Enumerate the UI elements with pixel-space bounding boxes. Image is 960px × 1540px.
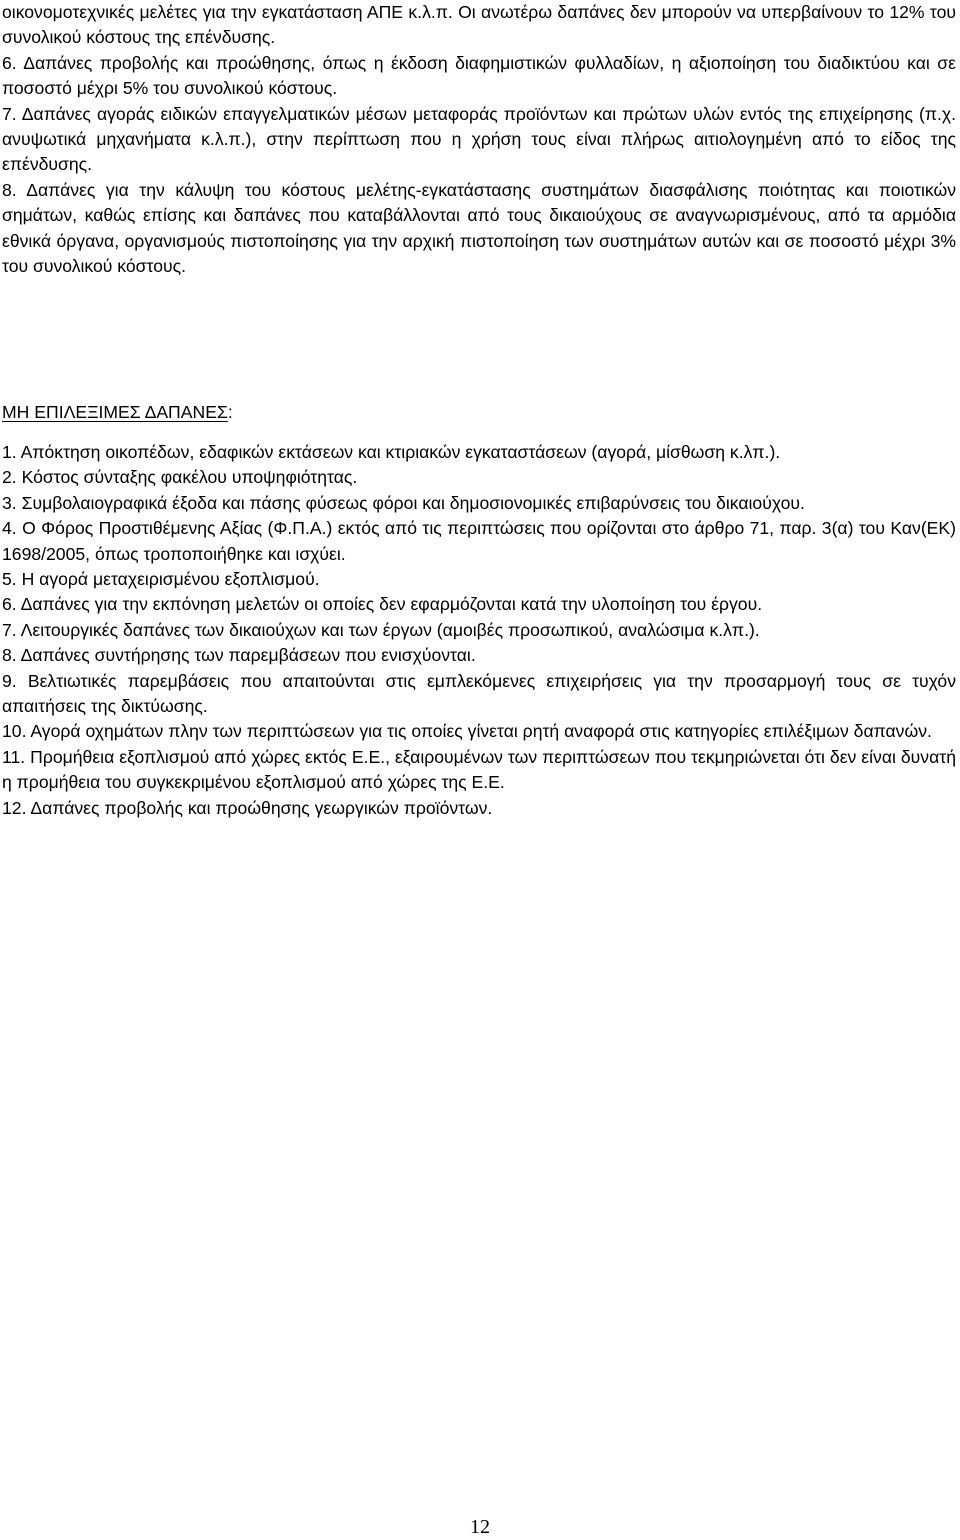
list-item — [2, 516, 956, 567]
item-text: Δαπάνες για την κάλυψη του κόστους μελέτης-εγκατάστασης συστημάτων διασφάλισης ποιότητας και ποιοτικών σημάτων, καθώς επίσης και δαπάνες που καταβάλλονται από τους δικαιούχους σε αναγνωρισμένους, από τα αρμόδια εθνικά όργανα, οργανισμούς πιστοποίησης για την αρχική πιστοποίηση των συστημάτων αυτών και σε ποσοστό μέχρι 3% του συνολικού κόστους. — [2, 179, 957, 277]
item-text: Η αγορά μεταχειρισμένου εξοπλισμού. — [21, 569, 320, 590]
item-number: 8. — [2, 645, 17, 666]
eligible-item-6 — [2, 51, 956, 102]
item-number: 8. — [2, 179, 17, 200]
item-text: Δαπάνες συντήρησης των παρεμβάσεων που ενισχύονται. — [20, 645, 476, 666]
paragraph-text: οικονομοτεχνικές μελέτες για την εγκατάσταση ΑΠΕ κ.λ.π. Οι ανωτέρω δαπάνες δεν μπορούν να υπερβαίνουν το 12% του συνολικού κόστους της επένδυσης. — [2, 2, 956, 48]
page-number: 12 — [470, 1516, 490, 1538]
item-number: 6. — [2, 594, 17, 615]
list-item — [2, 719, 956, 744]
item-number: 1. — [2, 442, 17, 462]
item-text: Συμβολαιογραφικά έξοδα και πάσης φύσεως φόροι και δημοσιονομικές επιβαρύνσεις του δικαιούχου. — [21, 492, 805, 513]
item-number: 9. — [2, 670, 17, 691]
list-item — [2, 669, 956, 720]
item-number: 7. — [2, 619, 17, 640]
ineligible-costs-heading-block — [2, 400, 956, 425]
item-number: 7. — [2, 103, 17, 124]
item-text: Προμήθεια εξοπλισμού από χώρες εκτός Ε.Ε., εξαιρουμένων των περιπτώσεων που τεκμηριώνεται ότι δεν είναι δυνατή η προμήθεια του συγκεκριμένου εξοπλισμού από χώρες της Ε.Ε. — [2, 746, 957, 793]
eligible-costs-continuation — [2, 0, 956, 279]
item-number: 6. — [2, 52, 17, 73]
list-item — [2, 796, 956, 821]
item-text: Αγορά οχημάτων πλην των περιπτώσεων για τις οποίες γίνεται ρητή αναφορά στις κατηγορίες επιλέξιμων δαπανών. — [30, 721, 932, 742]
item-text: Δαπάνες προβολής και προώθησης γεωργικών προϊόντων. — [30, 797, 493, 818]
list-item — [2, 618, 956, 643]
list-item — [2, 745, 956, 796]
heading-title: ΜΗ ΕΠΙΛΕΞΙΜΕΣ ΔΑΠΑΝΕΣ — [2, 402, 228, 422]
ineligible-costs-list — [2, 440, 956, 821]
item-text: Δαπάνες προβολής και προώθησης, όπως η έκδοση διαφημιστικών φυλλαδίων, η αξιοποίηση του διαδικτύου και σε ποσοστό μέχρι 5% του συνολικού κόστους. — [2, 52, 956, 99]
item-text: Απόκτηση οικοπέδων, εδαφικών εκτάσεων και κτιριακών εγκαταστάσεων (αγορά, μίσθωση κ.λπ.). — [20, 442, 781, 462]
item-text: Δαπάνες αγοράς ειδικών επαγγελματικών μέσων μεταφοράς προϊόντων και πρώτων υλών εντός της επιχείρησης (π.χ. ανυψωτικά μηχανήματα κ.λ.π.), στην περίπτωση που η χρήση τους είναι πλήρως αιτιολογημένη από το είδος της επένδυσης. — [2, 103, 957, 175]
item-number: 11. — [2, 746, 26, 767]
heading-suffix: : — [227, 402, 233, 422]
list-item — [2, 440, 956, 465]
item-number: 2. — [2, 467, 17, 488]
item-number: 12. — [2, 797, 27, 818]
item-number: 10. — [2, 721, 27, 742]
item-text: Κόστος σύνταξης φακέλου υποψηφιότητας. — [21, 467, 358, 488]
list-item — [2, 491, 956, 516]
item-text: Δαπάνες για την εκπόνηση μελετών οι οποίες δεν εφαρμόζονται κατά την υλοποίηση του έργου. — [20, 594, 763, 615]
item-text: Λειτουργικές δαπάνες των δικαιούχων και των έργων (αμοιβές προσωπικού, αναλώσιμα κ.λπ.). — [20, 619, 760, 640]
item-number: 5. — [2, 569, 17, 590]
item-text: Ο Φόρος Προστιθέμενης Αξίας (Φ.Π.Α.) εκτός από τις περιπτώσεις που ορίζονται στο άρθρο 71, παρ. 3(α) του Καν(ΕΚ) 1698/2005, όπως τροποποιήθηκε και ισχύει. — [2, 518, 957, 564]
section-heading — [2, 400, 956, 425]
list-item — [2, 592, 956, 617]
eligible-item-7 — [2, 102, 956, 178]
eligible-item-8 — [2, 178, 956, 280]
list-item — [2, 643, 956, 668]
intro-paragraph — [2, 0, 956, 51]
item-number: 3. — [2, 492, 17, 513]
list-item — [2, 465, 956, 490]
list-item — [2, 567, 956, 592]
item-text: Βελτιωτικές παρεμβάσεις που απαιτούνται στις εμπλεκόμενες επιχειρήσεις για την προσαρμογή τους σε τυχόν απαιτήσεις της δικτύωσης. — [2, 670, 956, 717]
item-number: 4. — [2, 518, 17, 539]
